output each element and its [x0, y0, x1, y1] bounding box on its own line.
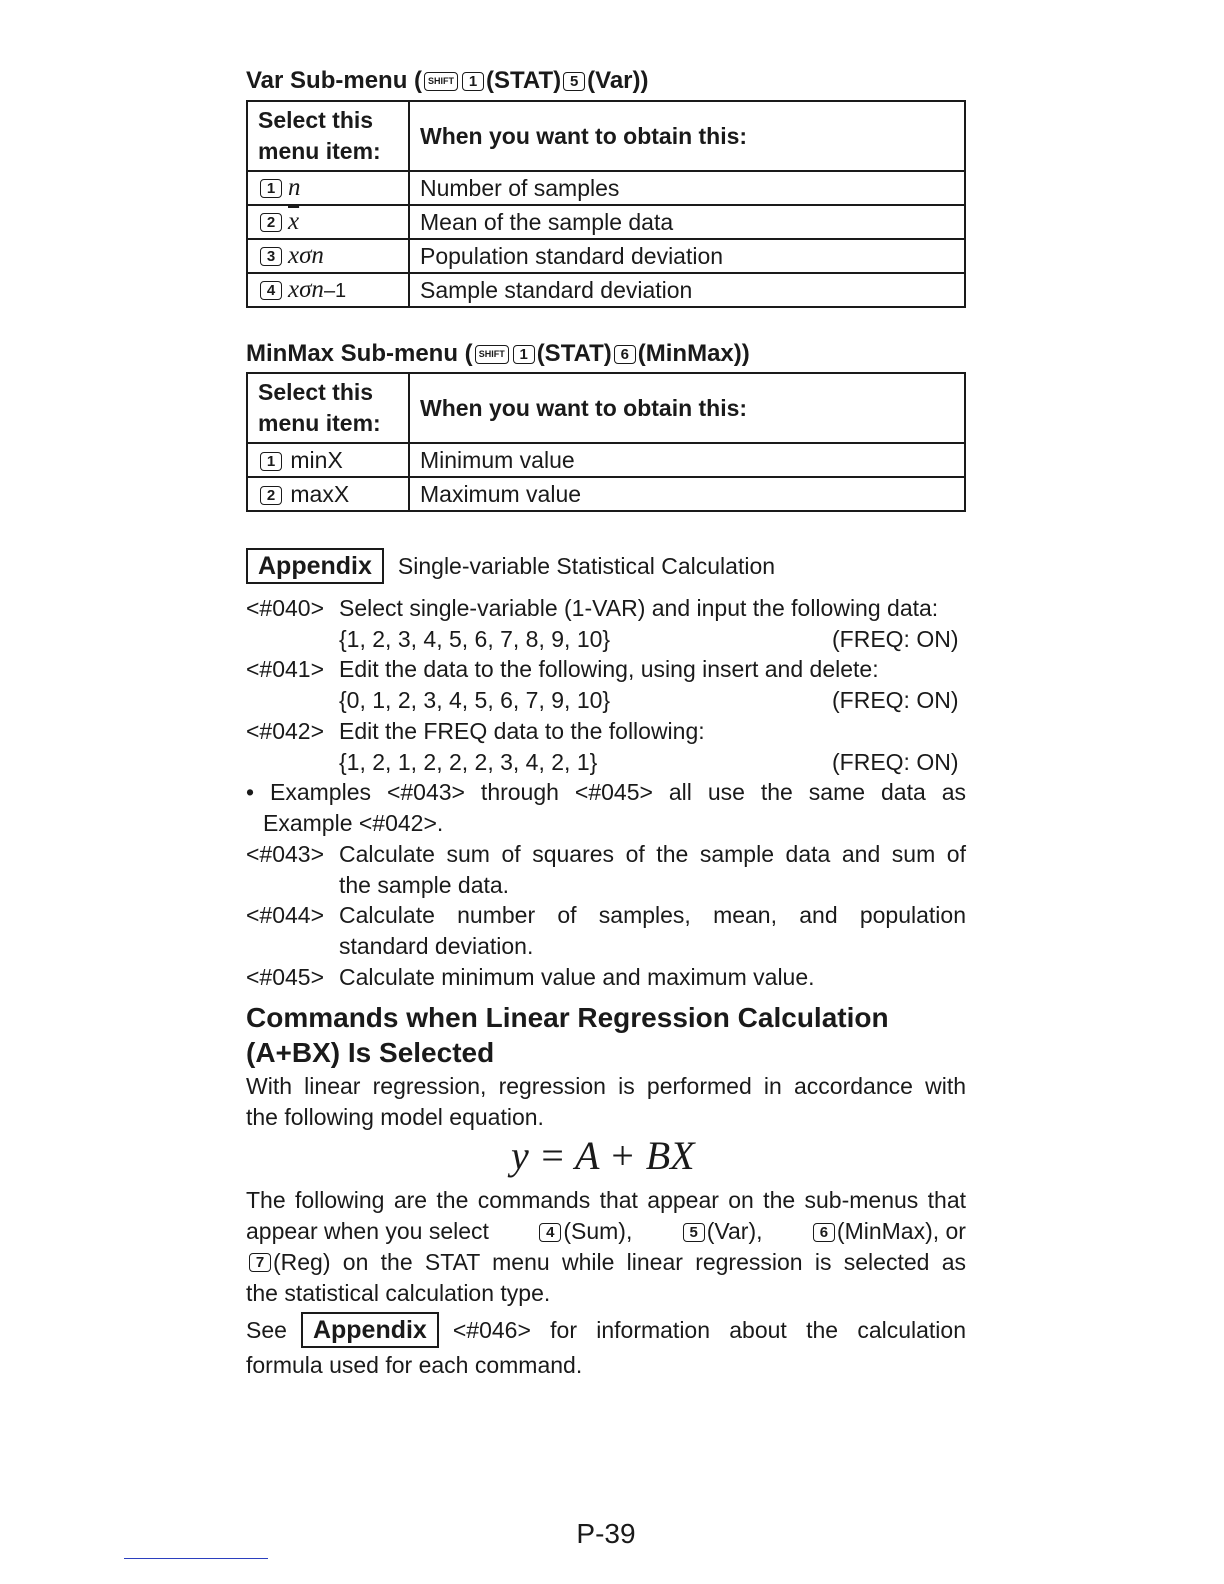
intro-text: With linear regression, regression is performed in accordance with: [246, 1073, 966, 1099]
x-sigma-n-1-symbol: xσn: [288, 276, 324, 303]
minmax-submenu-title-text: MinMax Sub-menu: [246, 340, 459, 367]
minus-one-suffix: –1: [323, 280, 347, 302]
key-4-icon: 4: [539, 1223, 561, 1242]
stat-label: (STAT): [486, 67, 562, 94]
example-text: Calculate sum of squares of the sample data and sum of: [339, 841, 966, 867]
commands-text-line3: [246, 1247, 966, 1278]
col2-header: When you want to obtain this:: [409, 373, 965, 443]
col1-header: Select this menu item:: [247, 373, 409, 443]
section-title-cont: (A+BX) Is Selected: [246, 1037, 495, 1068]
commands-text-c: (Reg) on the STAT menu while linear regression is selected as: [273, 1249, 966, 1275]
key-4-icon: 4: [260, 281, 282, 300]
bullet-note: • Examples <#043> through <#045> all use the same data as: [246, 779, 966, 805]
key-3-icon: 3: [260, 247, 282, 266]
table-header-row: [247, 373, 965, 443]
example-text: Select single-variable (1-VAR) and input the following data:: [339, 595, 939, 621]
minmax-submenu-table: [246, 372, 966, 512]
example-text-cont: the sample data.: [339, 872, 510, 898]
see-text: See: [246, 1316, 287, 1343]
key-6-icon: 6: [614, 345, 636, 364]
key-5-icon: 5: [683, 1223, 705, 1242]
table-row: [247, 273, 965, 307]
example-data: {1, 2, 3, 4, 5, 6, 7, 8, 9, 10}: [339, 626, 611, 652]
example-text-cont: standard deviation.: [339, 933, 534, 959]
key-5-icon: 5: [563, 72, 585, 91]
example-text: Calculate minimum value and maximum value.: [339, 964, 815, 990]
freq-label: (FREQ: ON): [832, 687, 959, 713]
example-tag: <#040>: [246, 595, 325, 621]
see-text-cont: formula used for each command.: [246, 1352, 583, 1378]
key-1-icon: 1: [260, 452, 282, 471]
appendix-badge: Appendix: [301, 1312, 439, 1348]
x-sigma-n-symbol: xσn: [288, 242, 324, 269]
intro-text-cont: the following model equation.: [246, 1104, 544, 1130]
example-tag: <#041>: [246, 656, 325, 682]
stat-label: (STAT): [536, 340, 612, 367]
key-2-icon: 2: [260, 213, 282, 232]
page-number: P-39: [576, 1518, 636, 1549]
key-2-icon: 2: [260, 486, 282, 505]
example-text: Edit the data to the following, using insert and delete:: [339, 656, 879, 682]
row-description: Population standard deviation: [409, 239, 965, 273]
bullet-note-cont: Example <#042>.: [263, 810, 444, 836]
row-description: Number of samples: [409, 171, 965, 205]
row-description: Sample standard deviation: [409, 273, 965, 307]
example-data: {0, 1, 2, 3, 4, 5, 6, 7, 9, 10}: [339, 687, 611, 713]
maxx-label: maxX: [290, 480, 350, 507]
appendix-badge: Appendix: [246, 548, 384, 584]
row-description: Maximum value: [409, 477, 965, 511]
table-row: [247, 477, 965, 511]
shift-key-icon: SHIFT: [424, 72, 458, 91]
var-label: (Var)): [587, 67, 649, 94]
key-1-icon: 1: [260, 179, 282, 198]
example-text: Edit the FREQ data to the following:: [339, 718, 705, 744]
example-tag: <#042>: [246, 718, 325, 744]
minx-label: minX: [290, 446, 343, 473]
commands-text-a: appear when you select: [246, 1218, 489, 1244]
appendix-heading: [246, 548, 775, 584]
minmax-label: (MinMax)): [637, 340, 750, 367]
table-row: [247, 443, 965, 477]
var-submenu-table: [246, 100, 966, 308]
minmax-submenu-title: MinMax Sub-menu ( SHIFT 1 (STAT) 6 (MinMax)): [246, 340, 750, 367]
row-description: Minimum value: [409, 443, 965, 477]
key-7-icon: 7: [249, 1253, 271, 1272]
var-submenu-title-text: Var Sub-menu: [246, 67, 408, 94]
example-tag: <#045>: [246, 964, 325, 990]
key-1-icon: 1: [513, 345, 535, 364]
var-cmd-label: (Var),: [706, 1218, 763, 1244]
col2-header: When you want to obtain this:: [409, 101, 965, 171]
see-appendix-line: [246, 1312, 966, 1348]
col1-header: Select this menu item:: [247, 101, 409, 171]
commands-text-line2: [246, 1216, 966, 1247]
table-row: [247, 239, 965, 273]
table-row: [247, 171, 965, 205]
row-description: Mean of the sample data: [409, 205, 965, 239]
table-header-row: [247, 101, 965, 171]
appendix-heading-text: Single-variable Statistical Calculation: [397, 552, 776, 579]
freq-label: (FREQ: ON): [832, 626, 959, 652]
n-symbol: n: [288, 174, 301, 201]
footer-rule: [124, 1558, 268, 1559]
minmax-cmd-label: (MinMax), or: [836, 1218, 966, 1244]
example-data: {1, 2, 1, 2, 2, 2, 3, 4, 2, 1}: [339, 749, 598, 775]
example-text: Calculate number of samples, mean, and population: [339, 902, 966, 928]
commands-text-cont: the statistical calculation type.: [246, 1280, 551, 1306]
key-6-icon: 6: [813, 1223, 835, 1242]
see-text-b: <#046> for information about the calculation: [452, 1316, 966, 1343]
freq-label: (FREQ: ON): [832, 749, 959, 775]
x-bar-symbol: $\overline{x}$: [288, 208, 300, 235]
example-tag: <#043>: [246, 841, 325, 867]
table-row: [247, 205, 965, 239]
section-title: Commands when Linear Regression Calculation: [246, 1002, 889, 1033]
key-1-icon: 1: [462, 72, 484, 91]
example-tag: <#044>: [246, 902, 325, 928]
var-submenu-title: Var Sub-menu ( SHIFT 1 (STAT) 5 (Var)): [246, 67, 649, 94]
shift-key-icon: SHIFT: [475, 345, 509, 364]
commands-text: The following are the commands that appear on the sub-menus that: [246, 1187, 966, 1213]
model-equation: y = A + BX: [511, 1133, 695, 1178]
sum-label: (Sum),: [563, 1218, 633, 1244]
